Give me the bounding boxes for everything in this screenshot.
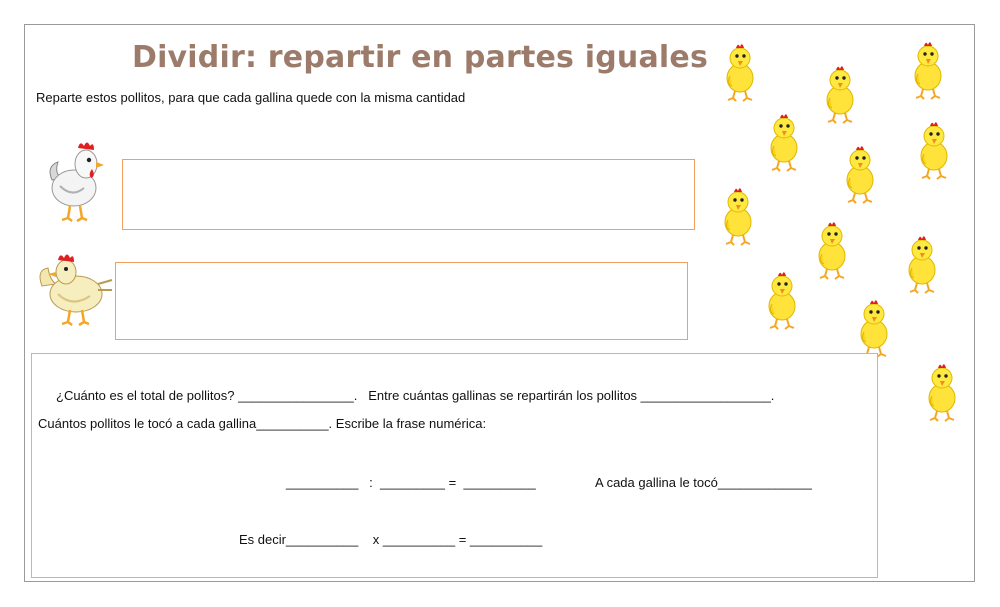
hen-2-drop-zone[interactable] (115, 262, 688, 340)
instruction-text: Reparte estos pollitos, para que cada gallina quede con la misma cantidad (36, 90, 466, 105)
chick-icon[interactable] (818, 62, 862, 124)
hen-icon (44, 136, 112, 224)
result-statement: A cada gallina le tocó_____________ (595, 475, 812, 490)
chick-icon[interactable] (838, 142, 882, 204)
page-title: Dividir: repartir en partes iguales (131, 40, 709, 75)
hen-1-drop-zone[interactable] (122, 159, 695, 230)
question-total-and-hens: ¿Cuánto es el total de pollitos? ________________. Entre cuántas gallinas se repartirán los pollitos __________________. (56, 388, 775, 403)
chick-icon[interactable] (718, 40, 762, 102)
chick-icon[interactable] (906, 38, 950, 100)
chick-icon[interactable] (716, 184, 760, 246)
hen-icon (36, 250, 116, 330)
multiplication-equation: Es decir__________ x __________ = __________ (239, 532, 543, 547)
chick-icon[interactable] (852, 296, 896, 358)
chick-icon[interactable] (810, 218, 854, 280)
chick-icon[interactable] (762, 110, 806, 172)
chick-icon[interactable] (900, 232, 944, 294)
chick-icon[interactable] (760, 268, 804, 330)
question-per-hen: Cuántos pollitos le tocó a cada gallina__________. Escribe la frase numérica: (38, 416, 487, 431)
chick-icon[interactable] (920, 360, 964, 422)
chick-icon[interactable] (912, 118, 956, 180)
division-equation: __________ : _________ = __________ (286, 475, 536, 490)
